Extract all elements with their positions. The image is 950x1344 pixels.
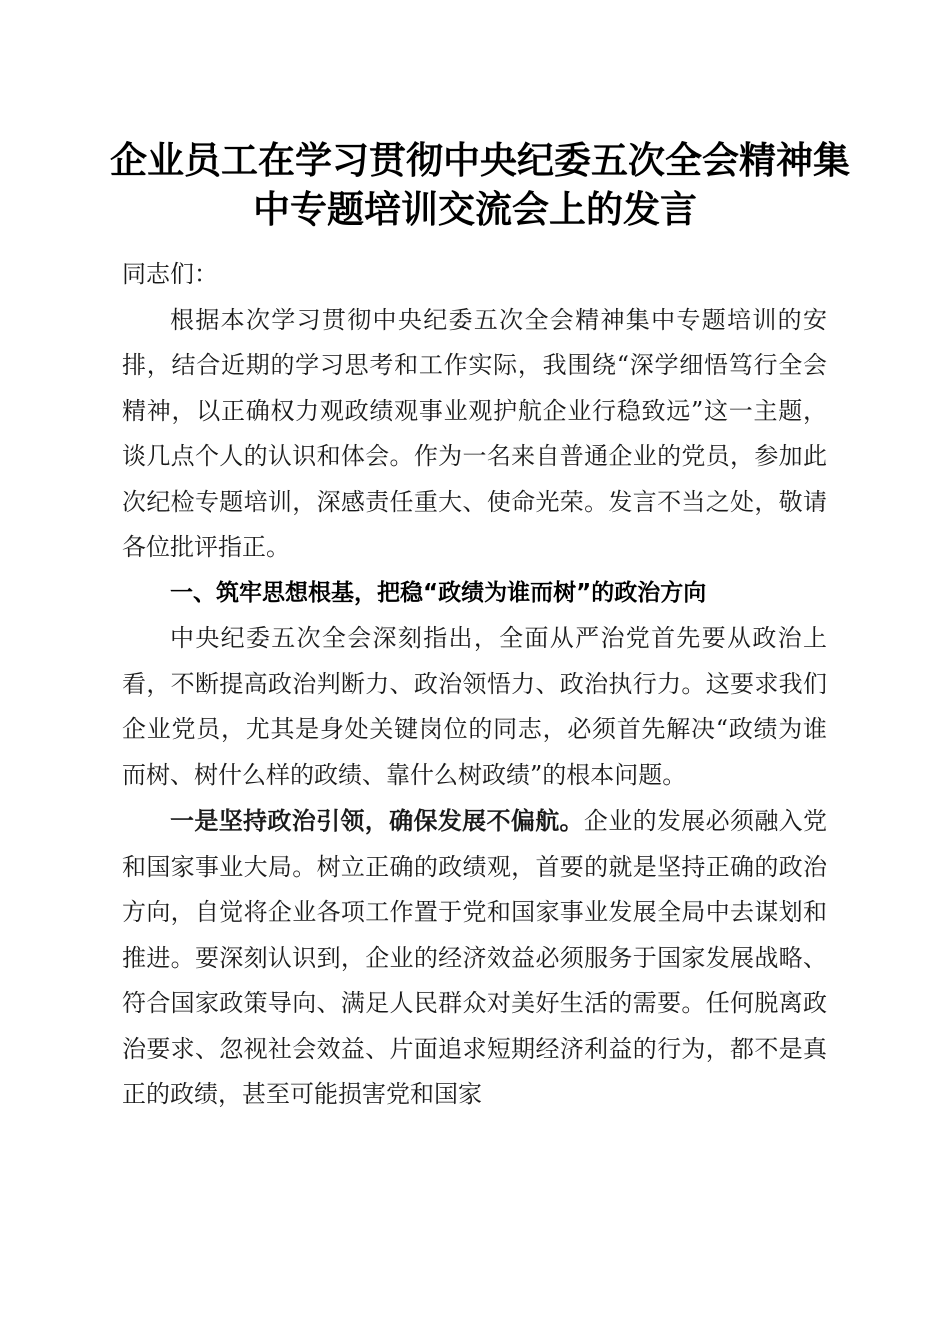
greeting: 同志们： — [122, 260, 218, 288]
paragraph-intro: 根据本次学习贯彻中央纪委五次全会精神集中专题培训的安排，结合近期的学习思考和工作实际，我围绕“深学细悟笃行全会精神，以正确权力观政绩观事业观护航企业行稳致远”这一主题，谈几点个人的认识和体会。作为一名来自普通企业的党员，参加此次纪检专题培训，深感责任重大、使命光荣。发言不当之处，敬请各位批评指正。 — [122, 305, 827, 561]
document-body — [122, 252, 827, 1118]
paragraph-section-1: 中央纪委五次全会深刻指出，全面从严治党首先要从政治上看，不断提高政治判断力、政治领悟力、政治执行力。这要求我们企业党员，尤其是身处关键岗位的同志，必须首先解决“政绩为谁而树、树什么样的政绩、靠什么树政绩”的根本问题。 — [122, 624, 827, 789]
section-heading-1: 一、筑牢思想根基，把稳“政绩为谁而树”的政治方向 — [170, 579, 707, 606]
point-1-lead: 一是坚持政治引领，确保发展不偏航。 — [170, 806, 584, 835]
document-title — [110, 136, 850, 234]
title-line-1: 企业员工在学习贯彻中央纪委五次全会精神集 — [110, 138, 850, 182]
point-1-body: 企业的发展必须融入党和国家事业大局。树立正确的政绩观，首要的就是坚持正确的政治方向，自觉将企业各项工作置于党和国家事业发展全局中去谋划和推进。要深刻认识到，企业的经济效益必须服务于国家发展战略、符合国家政策导向、满足人民群众对美好生活的需要。任何脱离政治要求、忽视社会效益、片面追求短期经济利益的行为，都不是真正的政绩，甚至可能损害党和国家 — [122, 807, 828, 1108]
title-line-2: 中专题培训交流会上的发言 — [253, 187, 697, 231]
paragraph-point-1 — [122, 798, 827, 1118]
